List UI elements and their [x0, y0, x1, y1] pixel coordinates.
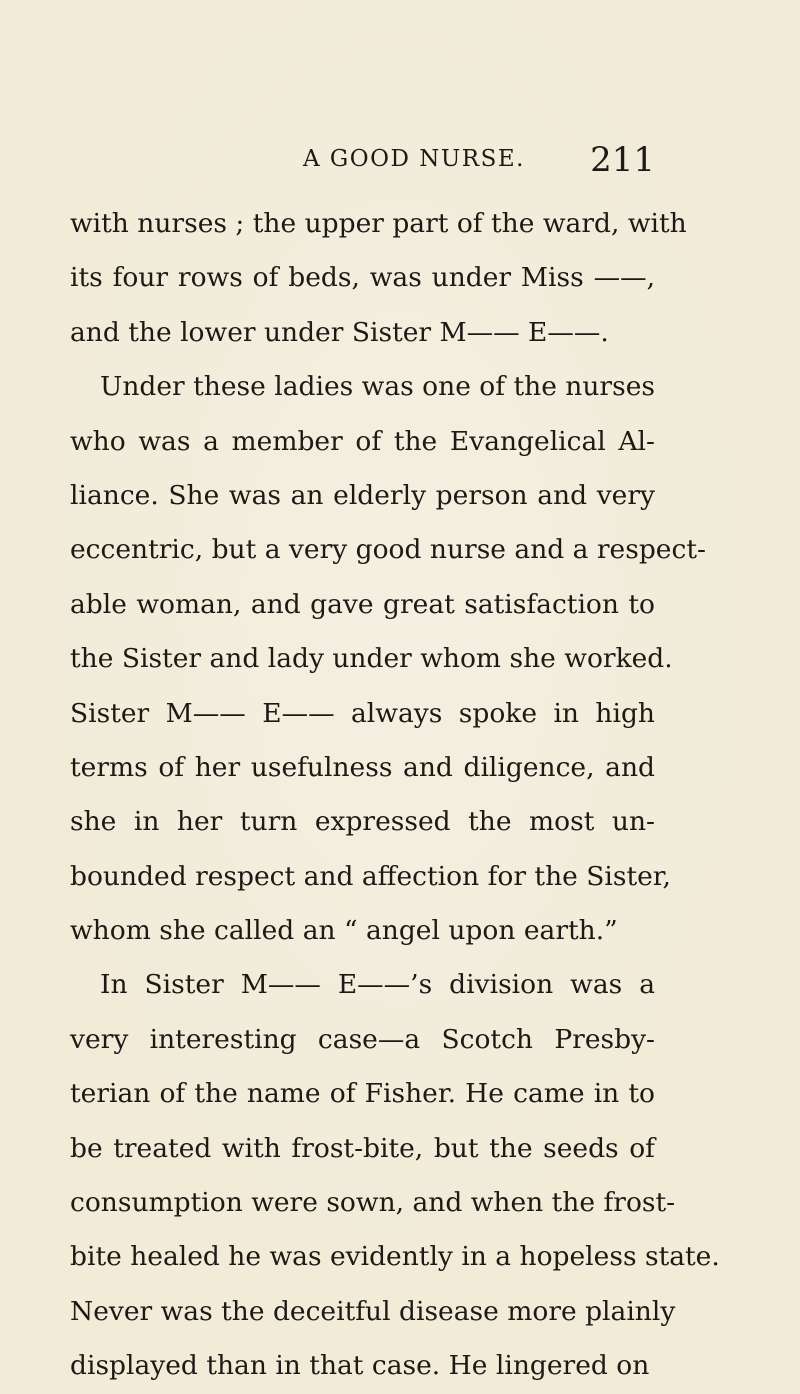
running-head-title: A GOOD NURSE. [303, 146, 525, 172]
text-line: Never was the deceitful disease more plainly [70, 1295, 676, 1327]
running-head [0, 140, 800, 190]
text-line: able woman, and gave great satisfaction to [70, 588, 655, 620]
text-line: consumption were sown, and when the frost- [70, 1187, 676, 1219]
text-line: terian of the name of Fisher. He came in to [70, 1078, 655, 1110]
text-line: she in her turn expressed the most un- [70, 806, 655, 838]
text-line: be treated with frost-bite, but the seeds of [70, 1132, 655, 1164]
body-text [70, 197, 720, 1394]
text-line: and the lower under Sister M—— E——. [70, 316, 609, 348]
text-line: who was a member of the Evangelical Al- [70, 425, 655, 457]
text-line: whom she called an “ angel upon earth.” [70, 915, 618, 947]
text-line: bounded respect and affection for the Sister, [70, 860, 671, 892]
text-line: liance. She was an elderly person and very [70, 479, 655, 511]
text-line: bite healed he was evidently in a hopeless state. [70, 1241, 720, 1273]
text-line: Sister M—— E—— always spoke in high [70, 697, 655, 729]
text-line: Under these ladies was one of the nurses [100, 371, 655, 403]
page-number: 211 [590, 140, 655, 180]
text-line: terms of her usefulness and diligence, and [70, 751, 655, 783]
text-line: the Sister and lady under whom she worked. [70, 643, 673, 675]
text-line: very interesting case—a Scotch Presby- [70, 1023, 655, 1055]
text-line: with nurses ; the upper part of the ward, with [70, 208, 687, 239]
text-line: displayed than in that case. He lingered on [70, 1350, 650, 1382]
text-line: its four rows of beds, was under Miss ——, [70, 262, 655, 294]
text-line: In Sister M—— E——’s division was a [100, 969, 655, 1001]
text-line: eccentric, but a very good nurse and a respect- [70, 534, 706, 566]
